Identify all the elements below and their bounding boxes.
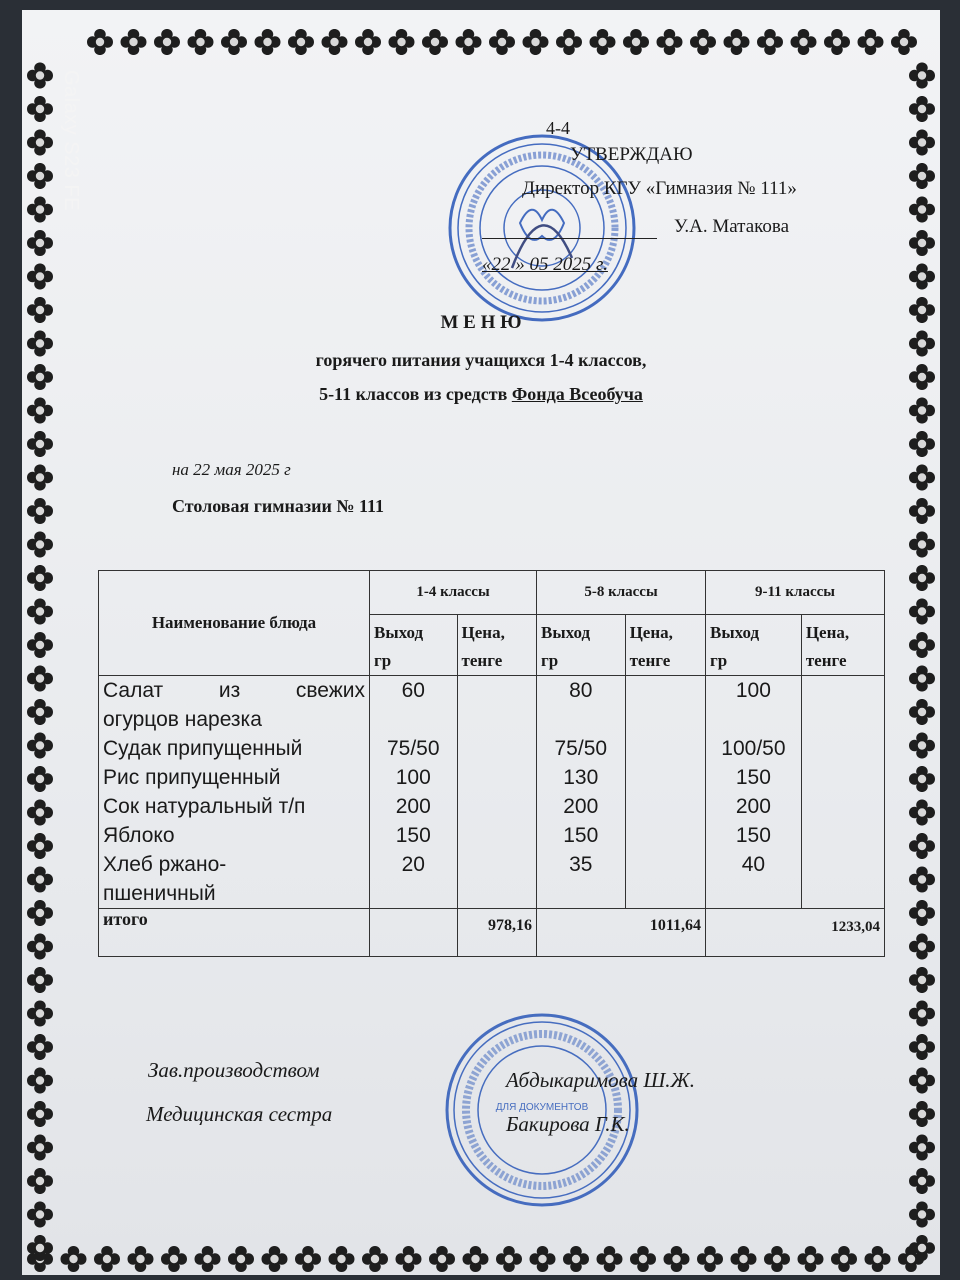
border-ornament [909, 63, 935, 89]
border-ornament [27, 800, 53, 826]
border-ornament [288, 29, 314, 55]
out-values-5-8: 80 75/50 130 200 150 35 [537, 676, 626, 909]
border-ornament [824, 29, 850, 55]
border-ornament [27, 1168, 53, 1194]
out-header: Выход гр [370, 615, 458, 676]
border-ornament [909, 130, 935, 156]
menu-subtitle-2 [22, 384, 940, 405]
border-ornament [27, 867, 53, 893]
border-ornament [909, 498, 935, 524]
border-ornament [255, 29, 281, 55]
border-ornament [463, 1246, 489, 1272]
group-header-1-4: 1-4 классы [370, 571, 537, 615]
canteen-stamp [442, 1010, 642, 1210]
border-ornament [429, 1246, 455, 1272]
border-ornament [27, 230, 53, 256]
border-ornament [909, 666, 935, 692]
border-ornament [496, 1246, 522, 1272]
border-ornament [154, 29, 180, 55]
border-ornament [909, 197, 935, 223]
border-ornament [27, 967, 53, 993]
border-ornament [909, 465, 935, 491]
dish-name: Сок натуральный т/п [103, 795, 306, 818]
border-ornament [27, 465, 53, 491]
border-ornament [188, 29, 214, 55]
border-ornament [909, 1034, 935, 1060]
border-ornament [909, 1068, 935, 1094]
border-ornament [27, 766, 53, 792]
border-ornament [891, 29, 917, 55]
border-ornament [221, 29, 247, 55]
border-ornament [909, 1101, 935, 1127]
border-ornament [27, 431, 53, 457]
border-ornament [798, 1246, 824, 1272]
border-ornament [858, 29, 884, 55]
border-ornament [909, 934, 935, 960]
border-ornament [329, 1246, 355, 1272]
border-ornament [909, 766, 935, 792]
border-ornament [664, 1246, 690, 1272]
border-ornament [657, 29, 683, 55]
menu-subtitle-1: горячего питания учащихся 1-4 классов, [315, 350, 647, 370]
border-ornament [27, 733, 53, 759]
border-ornament [898, 1246, 924, 1272]
empty-cell [370, 909, 458, 957]
fund-name: Фонда Всеобуча [511, 384, 643, 404]
border-ornament [27, 1235, 53, 1261]
stamp-caption: ДЛЯ ДОКУМЕНТОВ [495, 1102, 589, 1113]
border-ornament [724, 29, 750, 55]
role-nurse: Медицинская сестра [146, 1102, 333, 1126]
dish-name: Рис припущенный [103, 766, 281, 789]
border-ornament [630, 1246, 656, 1272]
total-label: итого [99, 909, 370, 957]
border-ornament [161, 1246, 187, 1272]
director-name: У.А. Матакова [674, 216, 790, 237]
border-ornament [909, 599, 935, 625]
border-ornament [909, 1168, 935, 1194]
border-ornament [757, 29, 783, 55]
border-ornament [87, 29, 113, 55]
border-ornament [909, 1235, 935, 1261]
border-ornament [831, 1246, 857, 1272]
border-ornament [322, 29, 348, 55]
border-ornament [909, 565, 935, 591]
dish-name: огурцов нарезка [103, 708, 262, 731]
border-ornament [909, 264, 935, 290]
camera-watermark: Galaxy S23 FE [60, 70, 82, 212]
border-ornament [422, 29, 448, 55]
price-cell [625, 676, 705, 909]
menu-date: на 22 мая 2025 г [172, 460, 291, 479]
price-header: Цена, тенге [457, 615, 536, 676]
name-production: Абдыкаримова Ш.Ж. [506, 1068, 695, 1092]
border-ornament [27, 1101, 53, 1127]
border-ornament [909, 532, 935, 558]
border-ornament [27, 264, 53, 290]
border-ornament [295, 1246, 321, 1272]
border-ornament [791, 29, 817, 55]
out-values-9-11: 100 100/50 150 200 150 40 [706, 676, 802, 909]
border-ornament [523, 29, 549, 55]
document-page [22, 10, 940, 1275]
border-ornament [909, 900, 935, 926]
border-ornament [396, 1246, 422, 1272]
border-ornament [27, 599, 53, 625]
border-ornament [27, 1202, 53, 1228]
border-ornament [909, 833, 935, 859]
border-ornament [690, 29, 716, 55]
border-ornament [61, 1246, 87, 1272]
subtitle-prefix: 5-11 классов из средств [319, 384, 512, 404]
border-ornament [623, 29, 649, 55]
price-header: Цена, тенге [625, 615, 705, 676]
border-ornament [764, 1246, 790, 1272]
dish-name: Хлеб ржано- [103, 853, 227, 876]
border-ornament [94, 1246, 120, 1272]
dish-list [99, 676, 370, 909]
border-ornament [556, 29, 582, 55]
border-ornament [909, 163, 935, 189]
border-ornament [530, 1246, 556, 1272]
director-title: Директор КГУ «Гимназия № 111» [522, 178, 797, 199]
border-ornament [909, 800, 935, 826]
out-header: Выход гр [537, 615, 626, 676]
border-ornament [909, 632, 935, 658]
border-ornament [456, 29, 482, 55]
border-ornament [27, 699, 53, 725]
border-ornament [27, 666, 53, 692]
table-total-row [99, 909, 885, 957]
border-ornament [27, 197, 53, 223]
doc-number: 4-4 [546, 118, 570, 138]
border-ornament [355, 29, 381, 55]
dish-name: Судак припущенный [103, 737, 303, 760]
dish-name: Салат из свежих [103, 679, 365, 702]
border-ornament [590, 29, 616, 55]
border-ornament [128, 1246, 154, 1272]
border-ornament [389, 29, 415, 55]
dish-name: пшеничный [103, 882, 216, 905]
group-header-5-8: 5-8 классы [537, 571, 706, 615]
out-header: Выход гр [706, 615, 802, 676]
border-ornament [563, 1246, 589, 1272]
border-ornament [27, 632, 53, 658]
role-production: Зав.производством [148, 1058, 320, 1082]
border-ornament [909, 1202, 935, 1228]
canteen-name: Столовая гимназии № 111 [172, 496, 384, 516]
border-ornament [27, 1001, 53, 1027]
border-ornament [27, 532, 53, 558]
dish-column-header: Наименование блюда [99, 571, 370, 676]
border-ornament [909, 967, 935, 993]
border-ornament [489, 29, 515, 55]
table-row [99, 676, 885, 909]
price-cell [457, 676, 536, 909]
border-ornament [27, 498, 53, 524]
approve-label: УТВЕРЖДАЮ [570, 144, 693, 165]
border-ornament [27, 900, 53, 926]
menu-table [98, 570, 885, 957]
price-cell [801, 676, 884, 909]
border-ornament [228, 1246, 254, 1272]
name-nurse: Бакирова Г.К. [506, 1112, 630, 1136]
total-5-8: 1011,64 [537, 909, 706, 957]
border-ornament [909, 733, 935, 759]
menu-title: М Е Н Ю [440, 312, 522, 333]
border-ornament [865, 1246, 891, 1272]
border-ornament [27, 1246, 53, 1272]
border-ornament [27, 1034, 53, 1060]
border-ornament [731, 1246, 757, 1272]
price-header: Цена, тенге [801, 615, 884, 676]
border-ornament [909, 1135, 935, 1161]
border-ornament [909, 96, 935, 122]
border-ornament [27, 130, 53, 156]
border-ornament [27, 1135, 53, 1161]
border-ornament [27, 565, 53, 591]
border-ornament [362, 1246, 388, 1272]
table-header-row [99, 571, 885, 615]
border-ornament [27, 833, 53, 859]
border-ornament [27, 934, 53, 960]
total-9-11: 1233,04 [706, 909, 885, 957]
border-ornament [909, 230, 935, 256]
border-ornament [262, 1246, 288, 1272]
approval-date: «22 » 05 2025 г. [482, 254, 608, 275]
dish-name: Яблоко [103, 824, 175, 847]
total-1-4: 978,16 [457, 909, 536, 957]
border-ornament [27, 96, 53, 122]
border-ornament [909, 699, 935, 725]
border-ornament [697, 1246, 723, 1272]
border-ornament [27, 163, 53, 189]
border-ornament [27, 1068, 53, 1094]
border-ornament [195, 1246, 221, 1272]
border-ornament [121, 29, 147, 55]
signature-line [482, 218, 657, 239]
group-header-9-11: 9-11 классы [706, 571, 885, 615]
out-values-1-4: 60 75/50 100 200 150 20 [370, 676, 458, 909]
border-ornament [597, 1246, 623, 1272]
border-ornament [909, 431, 935, 457]
border-ornament [909, 867, 935, 893]
border-ornament [27, 63, 53, 89]
border-ornament [909, 1001, 935, 1027]
